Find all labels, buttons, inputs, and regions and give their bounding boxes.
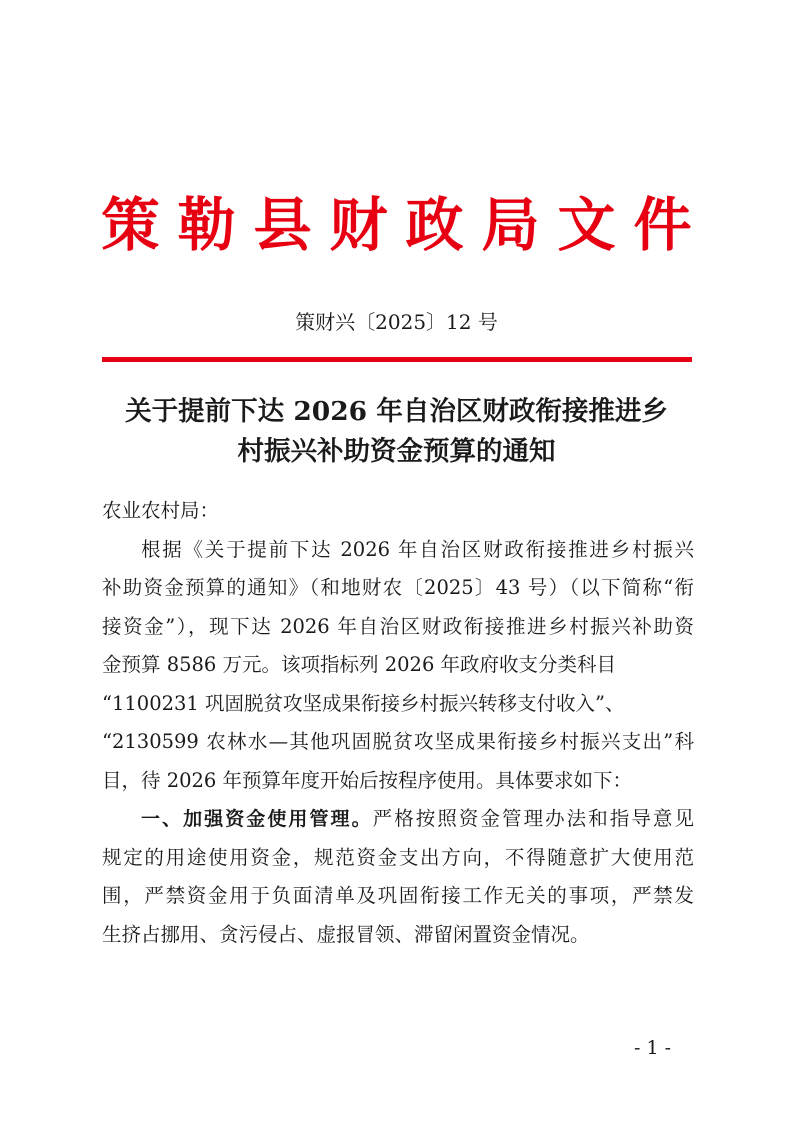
section-1 [102, 800, 694, 954]
section-1-line: 规定的用途使用资金，规范资金支出方向，不得随意扩大使用范 [102, 845, 694, 869]
section-1-first-line [102, 800, 694, 839]
paragraph-1-line: 目，待 2026 年预算年度开始后按程序使用。具体要求如下： [102, 768, 633, 792]
section-1-first-line-text: 严格按照资金管理办法和指导意见 [372, 807, 694, 830]
document-title-line-1: 关于提前下达 2026 年自治区财政衔接推进乡 [125, 396, 668, 427]
paragraph-1-line: “1100231 巩固脱贫攻坚成果衔接乡村振兴转移支付收入”、 [102, 691, 625, 715]
paragraph-1-line: 补助资金预算的通知》（和地财农〔2025〕43 号）（以下简称“衔 [102, 576, 694, 599]
section-1-line: 围，严禁资金用于负面清单及巩固衔接工作无关的事项，严禁发 [102, 884, 694, 907]
section-1-line: 生挤占挪用、贪污侵占、虚报冒领、滞留闲置资金情况。 [102, 922, 590, 946]
document-title [96, 392, 697, 472]
page-number: - 1 - [634, 1037, 672, 1059]
document-body [102, 492, 694, 954]
document-title-line-2: 村振兴补助资金预算的通知 [237, 436, 556, 467]
red-divider-line [102, 357, 692, 362]
letterhead-title: 策勒县财政局文件 [101, 191, 710, 259]
paragraph-1-line: 根据《关于提前下达 2026 年自治区财政衔接推进乡村振兴 [141, 537, 694, 561]
paragraph-1-line: 金预算 8586 万元。该项指标列 2026 年政府收支分类科目 [102, 653, 617, 676]
paragraph-1-line: “2130599 农林水—其他巩固脱贫攻坚成果衔接乡村振兴支出”科 [102, 730, 694, 753]
salutation: 农业农村局： [102, 499, 220, 522]
paragraph-1 [102, 531, 694, 801]
paragraph-1-line: 接资金”），现下达 2026 年自治区财政衔接推进乡村振兴补助资 [102, 614, 694, 638]
document-number: 策财兴〔2025〕12 号 [295, 310, 498, 334]
section-1-heading: 一、加强资金使用管理。 [141, 808, 373, 830]
